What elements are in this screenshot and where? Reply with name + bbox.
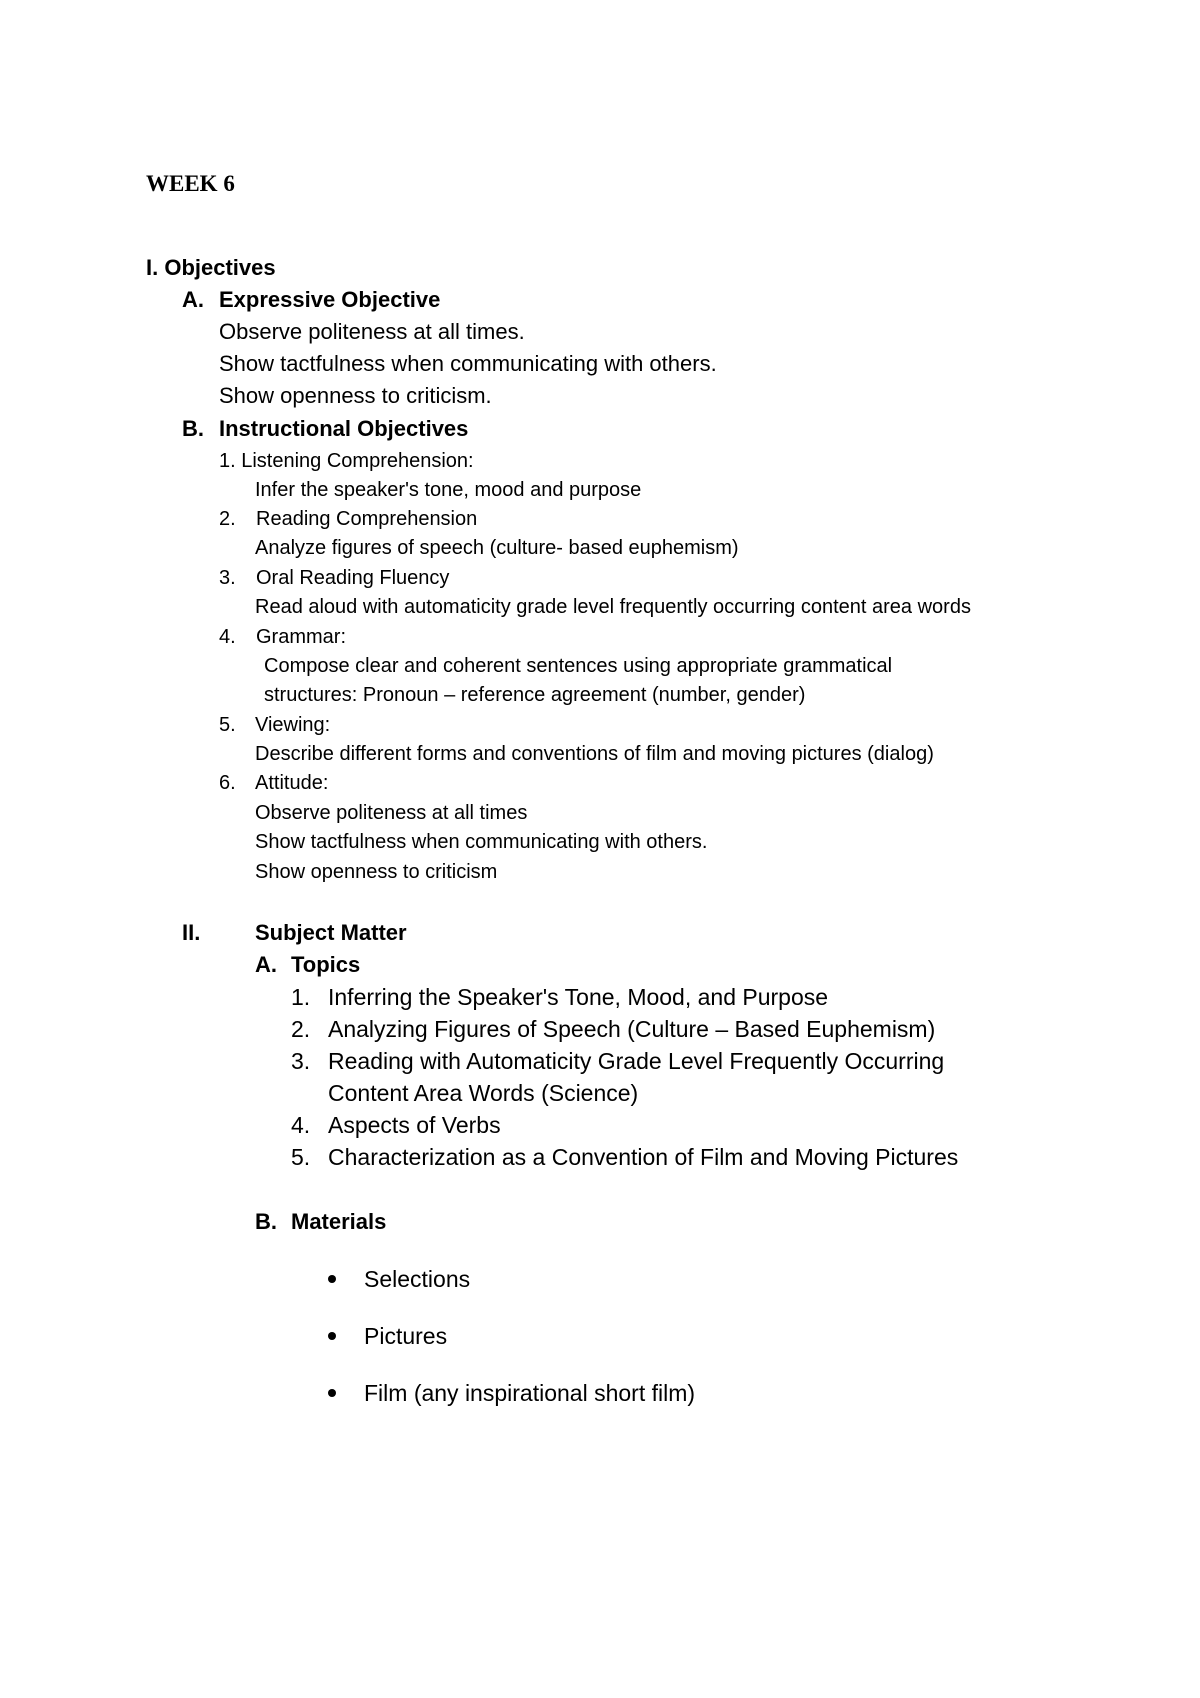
objective-item-label: Reading Comprehension: [256, 508, 478, 530]
topic-text: Aspects of Verbs: [328, 1112, 501, 1138]
topic-number: 5.: [291, 1144, 311, 1170]
topic-text: Reading with Automaticity Grade Level Frequently Occurring: [328, 1048, 945, 1074]
subject-matter-heading: Subject Matter: [255, 920, 407, 945]
objective-item-number: 5.: [219, 714, 236, 736]
topic-text-continued: Content Area Words (Science): [328, 1080, 639, 1106]
materials-title: Materials: [291, 1209, 387, 1234]
objective-item-number: 6.: [219, 772, 236, 794]
instructional-objectives-title: Instructional Objectives: [219, 416, 469, 441]
topic-number: 3.: [291, 1048, 311, 1074]
topic-text: Analyzing Figures of Speech (Culture – Based Euphemism): [328, 1016, 936, 1042]
week-title: WEEK 6: [146, 171, 235, 196]
materials-marker: B.: [255, 1209, 277, 1234]
objectives-heading: I. Objectives: [146, 255, 276, 280]
objective-item-number: 4.: [219, 626, 236, 648]
objective-item-line: Analyze figures of speech (culture- based euphemism): [255, 537, 739, 559]
objective-item-number: 3.: [219, 567, 236, 589]
objective-item-label: Grammar:: [256, 626, 346, 648]
bullet-icon: [328, 1332, 336, 1340]
expressive-objective-title: Expressive Objective: [219, 287, 441, 312]
material-item: Pictures: [364, 1323, 448, 1349]
objective-item-number: 2.: [219, 508, 236, 530]
topics-marker: A.: [255, 952, 277, 977]
objective-item-line: Read aloud with automaticity grade level frequently occurring content area words: [255, 596, 971, 618]
expressive-line: Show openness to criticism.: [219, 383, 492, 408]
topic-number: 4.: [291, 1112, 311, 1138]
topic-number: 2.: [291, 1016, 311, 1042]
bullet-icon: [328, 1275, 336, 1283]
material-item: Film (any inspirational short film): [364, 1380, 696, 1406]
material-item: Selections: [364, 1266, 471, 1292]
topics-title: Topics: [291, 952, 361, 977]
subject-matter-numeral: II.: [182, 920, 201, 945]
objective-item-line: Describe different forms and conventions of film and moving pictures (dialog): [255, 743, 934, 765]
objective-item-label: Attitude:: [255, 772, 329, 794]
objective-item-line: Show tactfulness when communicating with others.: [255, 831, 708, 853]
bullet-icon: [328, 1389, 336, 1397]
objective-item-label: Viewing:: [255, 714, 331, 736]
objective-item-line: structures: Pronoun – reference agreement (number, gender): [264, 684, 806, 706]
objective-item-line: Compose clear and coherent sentences using appropriate grammatical: [264, 655, 893, 677]
objective-item-label: 1. Listening Comprehension:: [219, 450, 474, 472]
topic-text: Inferring the Speaker's Tone, Mood, and Purpose: [328, 984, 829, 1010]
objective-item-label: Oral Reading Fluency: [256, 567, 450, 589]
expressive-line: Show tactfulness when communicating with others.: [219, 351, 717, 376]
topic-number: 1.: [291, 984, 311, 1010]
expressive-line: Observe politeness at all times.: [219, 319, 525, 344]
objective-item-line: Show openness to criticism: [255, 861, 498, 883]
instructional-marker: B.: [182, 416, 204, 441]
topic-text: Characterization as a Convention of Film and Moving Pictures: [328, 1144, 959, 1170]
objective-item-line: Observe politeness at all times: [255, 802, 528, 824]
expressive-marker: A.: [182, 287, 204, 312]
objective-item-line: Infer the speaker's tone, mood and purpose: [255, 479, 642, 501]
